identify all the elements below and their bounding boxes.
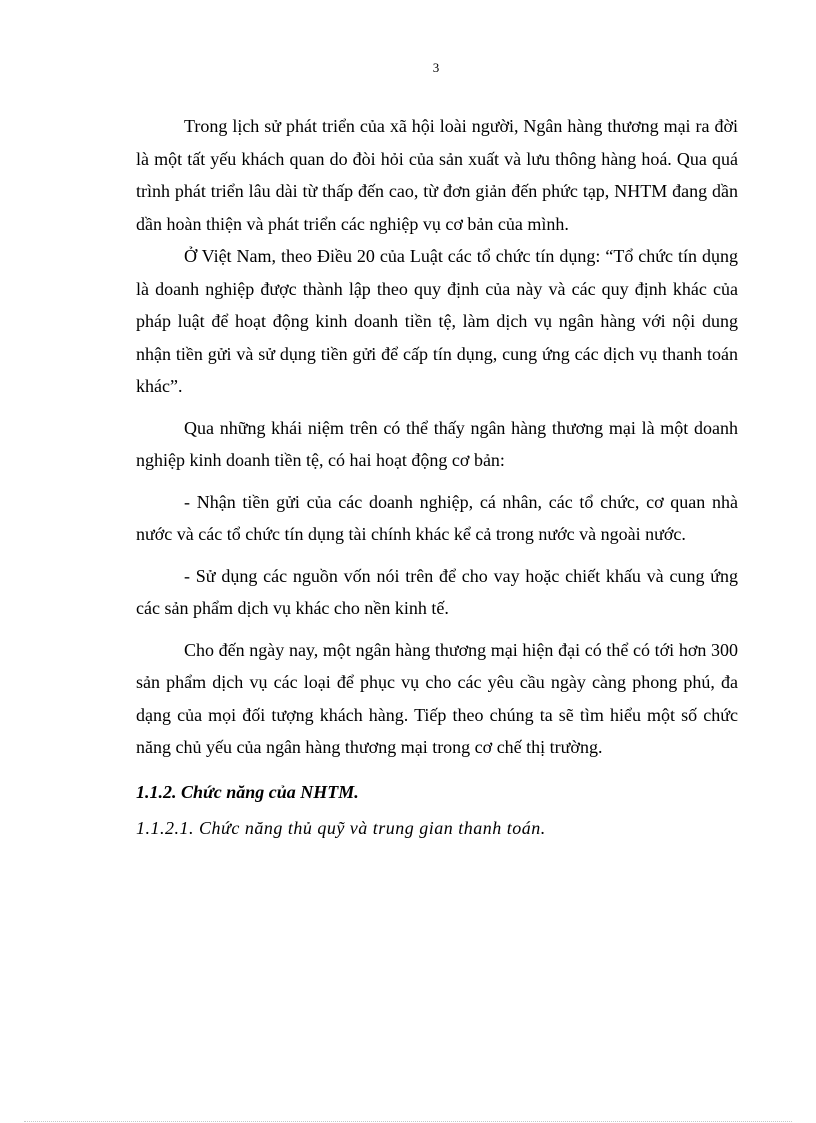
paragraph-deposit-activity: - Nhận tiền gửi của các doanh nghiệp, cá nhân, các tổ chức, cơ quan nhà nước và các tổ chức tín dụng tài chính khác kể cả trong nước và ngoài nước.	[136, 491, 738, 544]
page-bottom-divider	[24, 1121, 792, 1122]
paragraph-credit-law-definition: Ở Việt Nam, theo Điều 20 của Luật các tổ chức tín dụng: “Tổ chức tín dụng là doanh nghiệp được thành lập theo quy định của này và các quy định khác của pháp luật để hoạt động kinh doanh tiền tệ, làm dịch vụ ngân hàng với nội dung nhận tiền gửi và sử dụng tiền gửi để cấp tín dụng, cung ứng các dịch vụ thanh toán khác”.	[136, 246, 738, 396]
subsection-heading: 1.1.2.1. Chức năng thủ quỹ và trung gian thanh toán.	[136, 817, 546, 838]
paragraph-bank-history: Trong lịch sử phát triển của xã hội loài người, Ngân hàng thương mại ra đời là một tất yếu khách quan do đòi hỏi của sản xuất và lưu thông hàng hoá. Qua quá trình phát triển lâu dài từ thấp đến cao, từ đơn giản đến phức tạp, NHTM đang dần dần hoàn thiện và phát triển các nghiệp vụ cơ bản của mình.	[136, 116, 738, 234]
page-number: 3	[432, 60, 440, 75]
paragraph-lending-activity: - Sử dụng các nguồn vốn nói trên để cho vay hoặc chiết khấu và cung ứng các sản phẩm dịch vụ khác cho nền kinh tế.	[136, 565, 738, 618]
section-heading: 1.1.2. Chức năng của NHTM.	[136, 781, 359, 802]
document-body	[136, 110, 738, 844]
paragraph-basic-activities-intro: Qua những khái niệm trên có thể thấy ngân hàng thương mại là một doanh nghiệp kinh doanh tiền tệ, có hai hoạt động cơ bản:	[136, 417, 738, 470]
paragraph-modern-bank-services: Cho đến ngày nay, một ngân hàng thương mại hiện đại có thể có tới hơn 300 sản phẩm dịch vụ các loại để phục vụ cho các yêu cầu ngày càng phong phú, đa dạng của mọi đối tượng khách hàng. Tiếp theo chúng ta sẽ tìm hiểu một số chức năng chủ yếu của ngân hàng thương mại trong cơ chế thị trường.	[136, 639, 738, 757]
